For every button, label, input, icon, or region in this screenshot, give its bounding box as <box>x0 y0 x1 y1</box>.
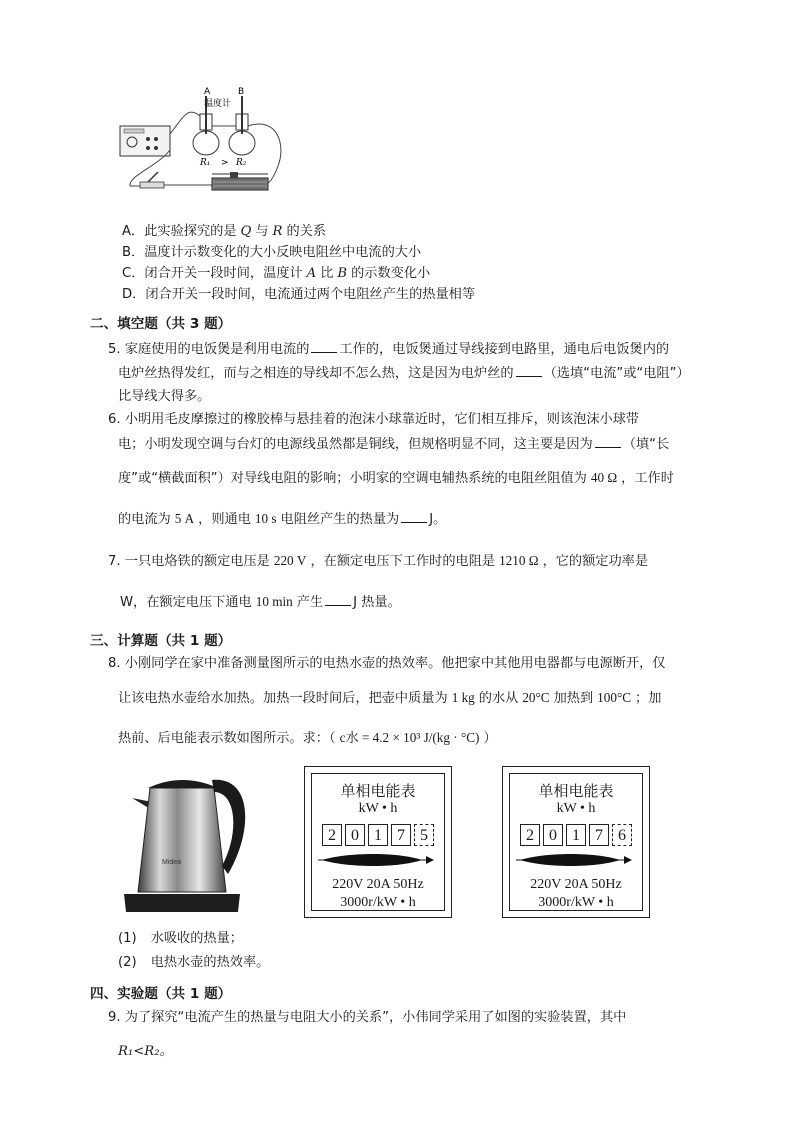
circuit-diagram <box>118 86 288 206</box>
kettle-brand: Midea <box>162 859 182 866</box>
meter-digit: 7 <box>589 824 609 846</box>
specific-heat-formula: c水 = 4.2 × 10³ J/(kg · °C) <box>339 730 480 745</box>
q4-option-c: C．闭合开关一段时间，温度计 A 比 B 的示数变化小 <box>122 266 431 281</box>
r2-label: R₂ <box>236 158 247 168</box>
q4-option-b: B．温度计示数变化的大小反映电阻丝中电流的大小 <box>122 245 422 260</box>
section-calc: 三、计算题（共 1 题） <box>90 633 232 649</box>
q6-line4: 的电流为 5 A ，则通电 10 s 电阻丝产生的热量为 J。 <box>118 511 447 527</box>
meter-inner-frame <box>509 773 643 911</box>
energy-meter-after <box>502 766 650 918</box>
q8-line1: 8. 小刚同学在家中准备测量图所示的电热水壶的热效率。他把家中其他用电器都与电源断开，仅 <box>108 656 666 671</box>
meter-digits <box>520 824 635 846</box>
meter-digit: 0 <box>543 824 563 846</box>
q7-blank[interactable] <box>325 593 351 606</box>
meter-digit-decimal: 6 <box>612 824 632 846</box>
meter-rev: 3000r/kW • h <box>340 895 416 910</box>
q5-line2: 电炉丝热得发红，而与之相连的导线却不怎么热，这是因为电炉丝的 （选填“电流”或“电阻”） <box>118 366 690 381</box>
q8-line2: 让该电热水壶给水加热。加热一段时间后，把壶中质量为 1 kg 的水从 20°C 加热到 100°C ；加 <box>118 690 662 706</box>
meter-unit: kW • h <box>358 801 398 816</box>
meter-disc-arrow-icon <box>516 850 636 870</box>
meter-digit: 2 <box>520 824 540 846</box>
meter-digit: 7 <box>391 824 411 846</box>
r1-label: R₁ <box>200 158 211 168</box>
meter-rev: 3000r/kW • h <box>538 895 614 910</box>
meter-unit: kW • h <box>556 801 596 816</box>
q5-blank-2[interactable] <box>516 364 542 377</box>
q5-line3: 比导线大得多。 <box>118 389 211 404</box>
section-fill-in: 二、填空题（共 3 题） <box>90 316 232 332</box>
q8-line3: 热前、后电能表示数如图所示。求：（ c水 = 4.2 × 10³ J/(kg · °C) ） <box>118 730 497 746</box>
meter-spec: 220V 20A 50Hz <box>332 877 424 892</box>
meter-title: 单相电能表 <box>538 782 614 800</box>
meter-digits <box>322 824 437 846</box>
q4-option-d: D．闭合开关一段时间，电流通过两个电阻丝产生的热量相等 <box>122 287 476 302</box>
q9-line1: 9. 为了探究“电流产生的热量与电阻大小的关系”，小伟同学采用了如图的实验装置，其中 <box>108 1010 627 1025</box>
kettle-image <box>122 770 252 920</box>
meter-digit: 1 <box>368 824 388 846</box>
meter-digit: 2 <box>322 824 342 846</box>
q6-line3: 度”或“横截面积”）对导线电阻的影响；小明家的空调电辅热系统的电阻丝阻值为 40 Ω ，工作时 <box>118 470 674 486</box>
q8-sub2: (2) 电热水壶的热效率。 <box>118 955 270 970</box>
meter-digit: 1 <box>566 824 586 846</box>
kettle-illustration <box>122 770 252 920</box>
label-a: A <box>204 87 211 97</box>
thermometer-label: 温度计 <box>204 99 232 109</box>
meter-digit: 0 <box>345 824 365 846</box>
meter-disc-arrow-icon <box>318 850 438 870</box>
energy-meter-before <box>304 766 452 918</box>
q5-line1: 5. 家庭使用的电饭煲是利用电流的 工作的，电饭煲通过导线接到电路里，通电后电饭煲内的 <box>108 342 670 357</box>
q7-line1: 7. 一只电烙铁的额定电压是 220 V ，在额定电压下工作时的电阻是 1210 Ω ，它的额定功率是 <box>108 553 649 569</box>
meter-title: 单相电能表 <box>340 782 416 800</box>
q6-line2: 电；小明发现空调与台灯的电源线虽然都是铜线，但规格明显不同，这主要是因为 （填“长 <box>118 437 670 452</box>
section-experiment: 四、实验题（共 1 题） <box>90 986 232 1002</box>
q6-blank-2[interactable] <box>401 510 427 523</box>
q9-line2: R₁<R₂。 <box>118 1044 173 1059</box>
q6-line1: 6. 小明用毛皮摩擦过的橡胶棒与悬挂着的泡沫小球靠近时，它们相互排斥，则该泡沫小球带 <box>108 412 640 427</box>
q6-blank-1[interactable] <box>595 435 621 448</box>
meter-digit-decimal: 5 <box>414 824 434 846</box>
gt-label: > <box>221 158 229 168</box>
q5-blank-1[interactable] <box>311 340 337 353</box>
q7-line2: W，在额定电压下通电 10 min 产生 J 热量。 <box>120 594 401 610</box>
meter-spec: 220V 20A 50Hz <box>530 877 622 892</box>
circuit-figure <box>118 86 288 206</box>
q8-sub1: (1) 水吸收的热量； <box>118 931 243 946</box>
label-b: B <box>238 87 245 97</box>
meter-inner-frame <box>311 773 445 911</box>
q4-option-a: A．此实验探究的是 Q 与 R 的关系 <box>122 224 327 239</box>
